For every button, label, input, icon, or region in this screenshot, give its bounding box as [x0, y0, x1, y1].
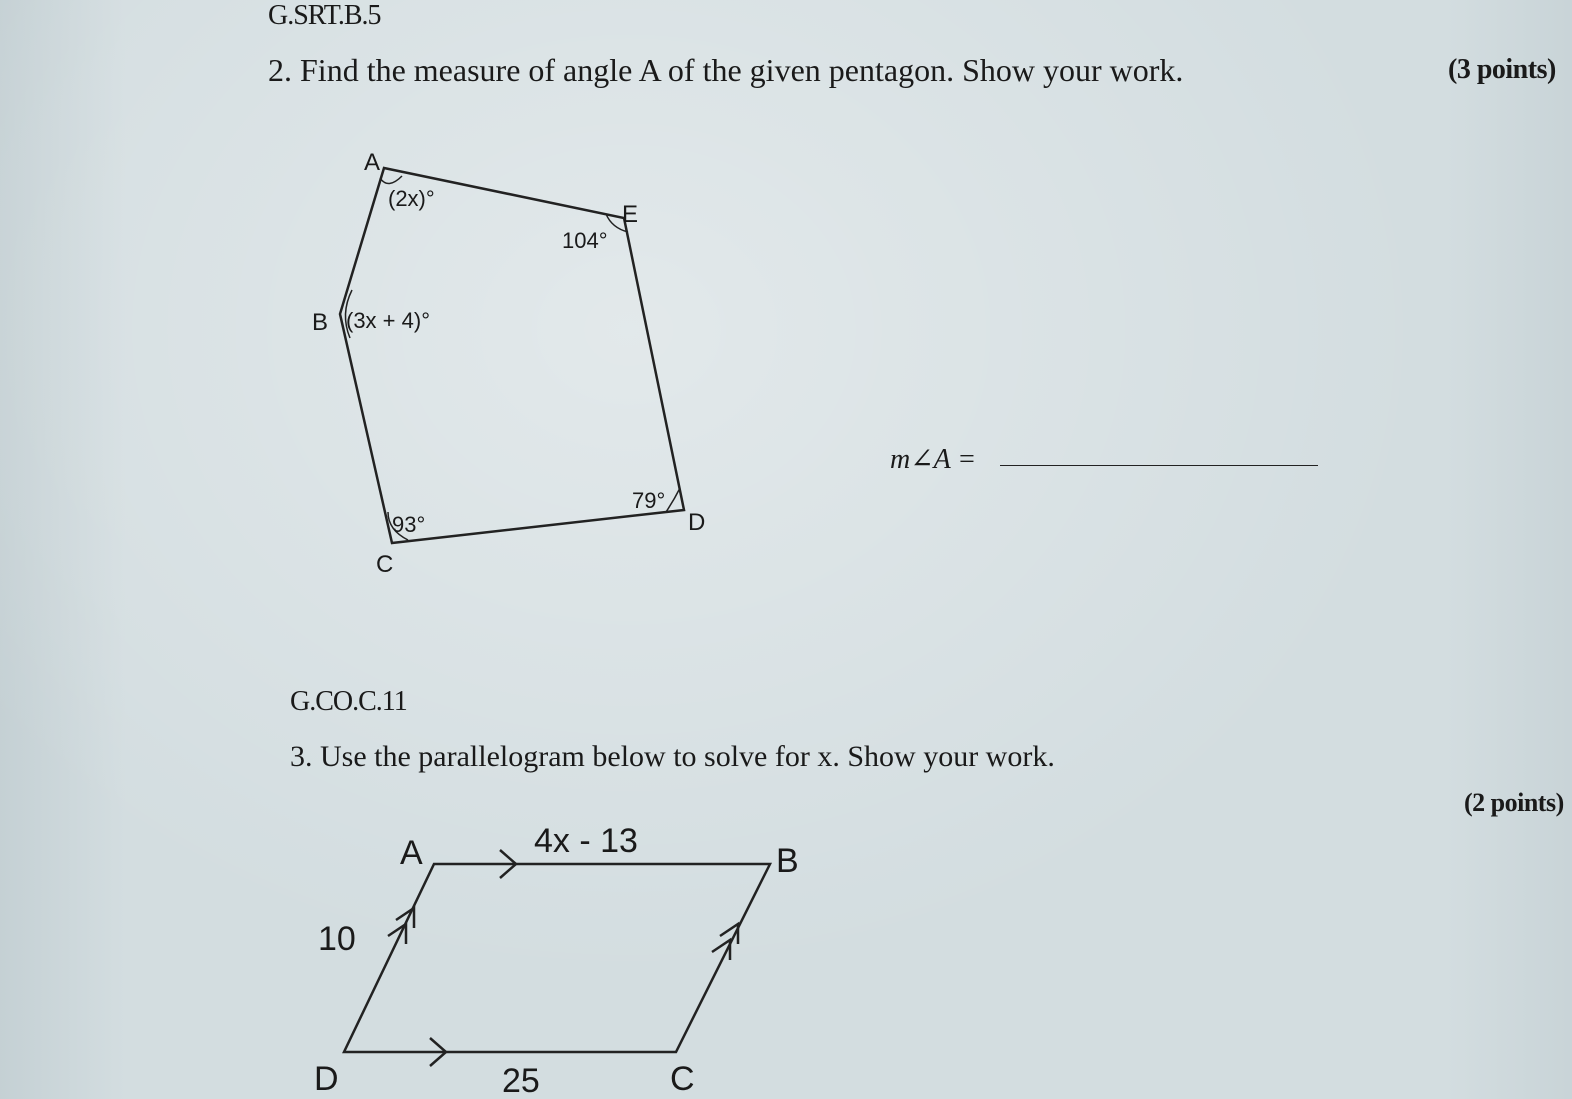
vertex-label-b: B	[312, 309, 329, 336]
parallelogram-shape	[344, 864, 770, 1052]
answer-label: m∠A =	[890, 444, 977, 475]
side-label-bottom: 25	[502, 1062, 540, 1099]
standard-code-srt: G.SRT.B.5	[268, 0, 381, 31]
question-2-number: 2.	[268, 52, 292, 88]
angle-arc-d	[666, 488, 680, 512]
angle-label-a: (2x)°	[388, 186, 435, 211]
question-2-points: (3 points)	[1448, 54, 1556, 85]
angle-label-c: 93°	[392, 512, 426, 537]
question-3-text	[290, 742, 1055, 772]
para-vertex-label-b: B	[776, 842, 799, 880]
vertex-label-a: A	[364, 149, 381, 176]
vertex-label-c: C	[376, 551, 394, 578]
angle-arc-a	[380, 176, 402, 184]
answer-blank-line[interactable]	[1000, 465, 1318, 466]
para-vertex-label-a: A	[400, 834, 423, 872]
angle-label-b: (3x + 4)°	[346, 308, 430, 333]
question-3-points: (2 points)	[1464, 788, 1564, 817]
question-3-number: 3.	[290, 740, 313, 773]
question-2-prompt: Find the measure of angle A of the given pentagon. Show your work.	[300, 52, 1184, 88]
para-vertex-label-d: D	[314, 1060, 339, 1098]
angle-label-d: 79°	[632, 488, 666, 513]
standard-code-co: G.CO.C.11	[290, 686, 407, 717]
vertex-label-e: E	[622, 201, 639, 228]
vertex-label-d: D	[688, 509, 706, 536]
side-label-left: 10	[318, 920, 356, 958]
angle-label-e: 104°	[562, 228, 608, 253]
para-vertex-label-c: C	[670, 1060, 695, 1098]
question-3-prompt: Use the parallelogram below to solve for x. Show your work.	[320, 740, 1055, 773]
side-label-top: 4x - 13	[534, 822, 638, 860]
